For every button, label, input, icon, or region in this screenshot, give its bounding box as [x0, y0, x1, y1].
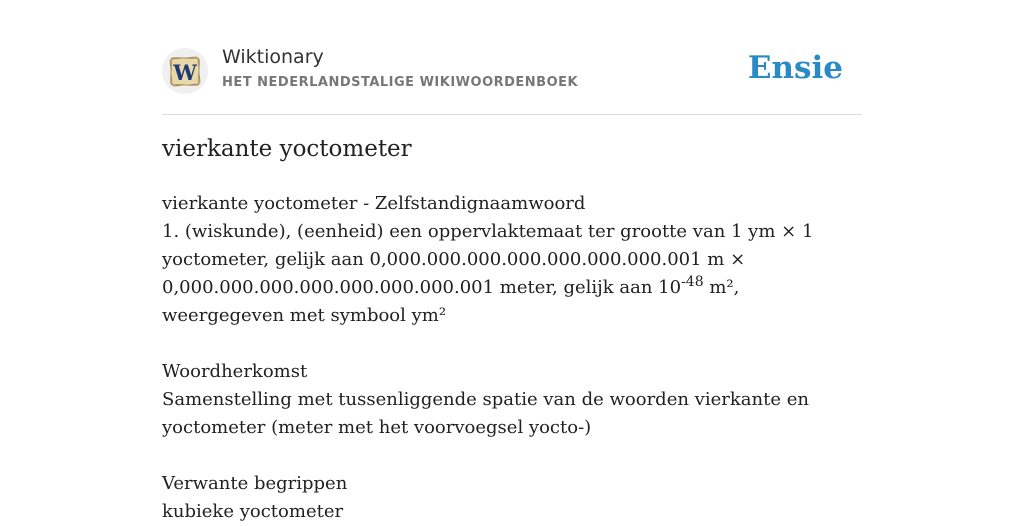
site-header	[162, 44, 862, 115]
definition-part-1: 1. (wiskunde), (eenheid) een oppervlaktemaat ter grootte van 1 ym × 1 yoctometer, gelijk aan 0,000.000.000.000.000.000.000.001 m × 0,000.000.000.000.000.000.000.001 meter, gelijk aan 10	[162, 221, 814, 298]
entry-content	[162, 190, 852, 526]
related-heading: Verwante begrippen	[162, 473, 348, 494]
wiktionary-logo-icon	[168, 54, 202, 88]
definition-part-2: m², weergegeven met symbool ym²	[162, 277, 740, 326]
site-subtitle: HET NEDERLANDSTALIGE WIKIWOORDENBOEK	[222, 75, 579, 90]
site-name[interactable]: Wiktionary	[222, 46, 324, 68]
related-text: kubieke yoctometer	[162, 501, 344, 522]
definition-text	[162, 218, 852, 330]
logo-letter: W	[173, 60, 197, 85]
ensie-brand-link[interactable]: Ensie	[747, 50, 843, 86]
page-title: vierkante yoctometer	[162, 136, 412, 162]
entry-heading-line: vierkante yoctometer - Zelfstandignaamwoord	[162, 193, 586, 214]
spacer	[162, 330, 852, 358]
wiktionary-logo[interactable]	[162, 48, 208, 94]
etymology-heading: Woordherkomst	[162, 361, 308, 382]
spacer	[162, 442, 852, 470]
etymology-text: Samenstelling met tussenliggende spatie van de woorden vierkante en yoctometer (meter met het voorvoegsel yocto-)	[162, 389, 809, 438]
definition-exponent: -48	[681, 274, 704, 290]
